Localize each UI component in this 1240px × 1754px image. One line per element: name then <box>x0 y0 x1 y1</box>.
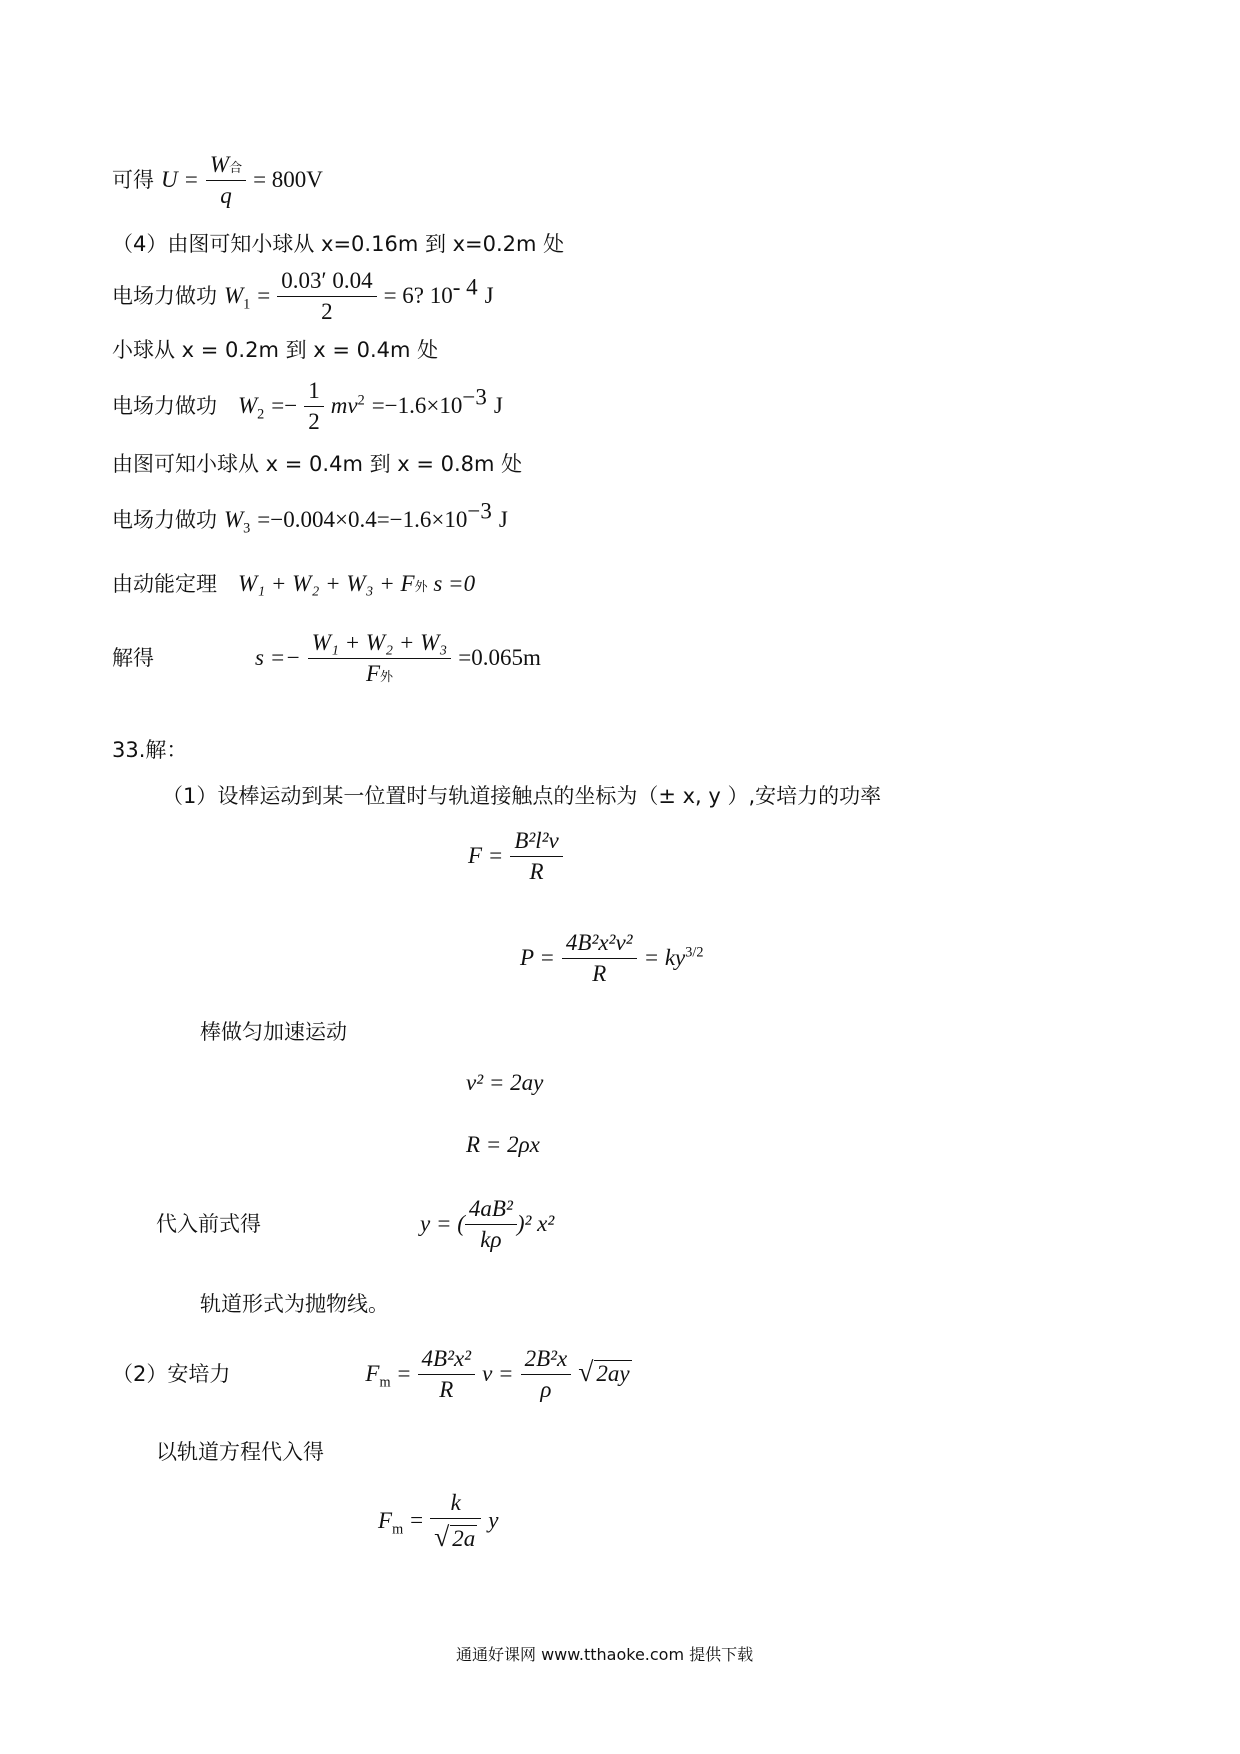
line-part2-force: （2）安培力 $F_m$ = $\frac{\text{4B²x²}}{R}$ v = $\frac{\text{2B²x}}{\rho}$ √ 2ay <box>112 1346 630 1403</box>
fraction-fm-2: $\frac{\text{2B²x}}{\rho}$ <box>521 1346 572 1404</box>
line-voltage-result <box>112 152 323 210</box>
eq-fm-final: $F_m$ = $\frac{k}{√ 2a}$ y <box>378 1490 499 1553</box>
eq-u: U = <box>161 166 199 192</box>
fraction-half: $\frac{1}{2}$ <box>304 378 324 436</box>
line-solve-s: 解得 s =− $\frac{\text{W₁ + W₂ + W₃}}{\text{F外}}$ =0.065m <box>112 630 541 687</box>
fraction-power: $\frac{\text{4B²x²v²}}{R}$ <box>562 930 637 988</box>
fraction-force: $\frac{\text{B²l²v}}{R}$ <box>510 828 562 886</box>
eq-resistance: R = 2ρx <box>466 1132 540 1157</box>
fraction-y: $\frac{\text{4aB²}}{k\rho}$ <box>465 1196 517 1254</box>
page-footer: 通通好课网 www.tthaoke.com 提供下载 <box>456 1645 754 1664</box>
line-part1-setup: （1）设棒运动到某一位置时与轨道接触点的坐标为（± x, y ）,安培力的功率 <box>162 784 882 808</box>
heading-q33: 33.解： <box>112 738 188 762</box>
line-orbit-substitute: 以轨道方程代入得 <box>156 1440 324 1464</box>
fraction-w1: $\frac{\text{0.03ʹ 0.04}}{2}$ <box>277 268 376 326</box>
line-work-w1: 电场力做功 $W_1$ = $\frac{\text{0.03ʹ 0.04}}{2}$ = 6? $10^{- 4}$ J <box>112 268 494 325</box>
line-kinetic-theorem: 由动能定理 W₁ + W₂ + W₃ + F外 s =0 <box>112 571 476 596</box>
eq-velocity: v² = 2ay <box>466 1070 544 1095</box>
line-ball-range-3: 由图可知小球从 x = 0.4m 到 x = 0.8m 处 <box>112 452 523 476</box>
line-work-w3: 电场力做功 $W_3 =-0.004\times 0.4=-1.6\times 10^{-3}$ J <box>112 498 508 537</box>
eq-force-f: F = $\frac{\text{B²l²v}}{R}$ <box>468 828 563 886</box>
fraction-s: $\frac{\text{W₁ + W₂ + W₃}}{\text{F外}}$ <box>308 630 452 688</box>
line-part4-range: （4）由图可知小球从 x=0.16m 到 x=0.2m 处 <box>112 232 565 256</box>
s-value: =0.065m <box>458 644 541 670</box>
text-kede: 可得 <box>112 167 154 192</box>
fraction-k-sqrt: $\frac{k}{√ 2a}$ <box>430 1490 481 1553</box>
line-parabola: 轨道形式为抛物线。 <box>200 1292 389 1316</box>
fraction-fm-1: $\frac{\text{4B²x²}}{R}$ <box>418 1346 476 1404</box>
line-uniform-accel: 棒做匀加速运动 <box>200 1020 347 1044</box>
sqrt-2ay: √ 2ay <box>578 1355 630 1387</box>
line-ball-range-2: 小球从 x = 0.2m 到 x = 0.4m 处 <box>112 338 439 362</box>
fraction-w-over-q: $\frac{\text{W合}}{q}$ <box>206 152 246 210</box>
voltage-value: = 800V <box>253 166 323 192</box>
line-work-w2: 电场力做功 $W_2$ =− $\frac{1}{2}$ $mv^2 =-1.6\times 10^{-3}$ J <box>112 378 503 435</box>
eq-power-p: P = $\frac{\text{4B²x²v²}}{R}$ = $ky^{3/2}$ <box>520 930 704 987</box>
line-substitute: 代入前式得 y = ( $\frac{\text{4aB²}}{k\rho}$ )² x² <box>156 1196 555 1253</box>
